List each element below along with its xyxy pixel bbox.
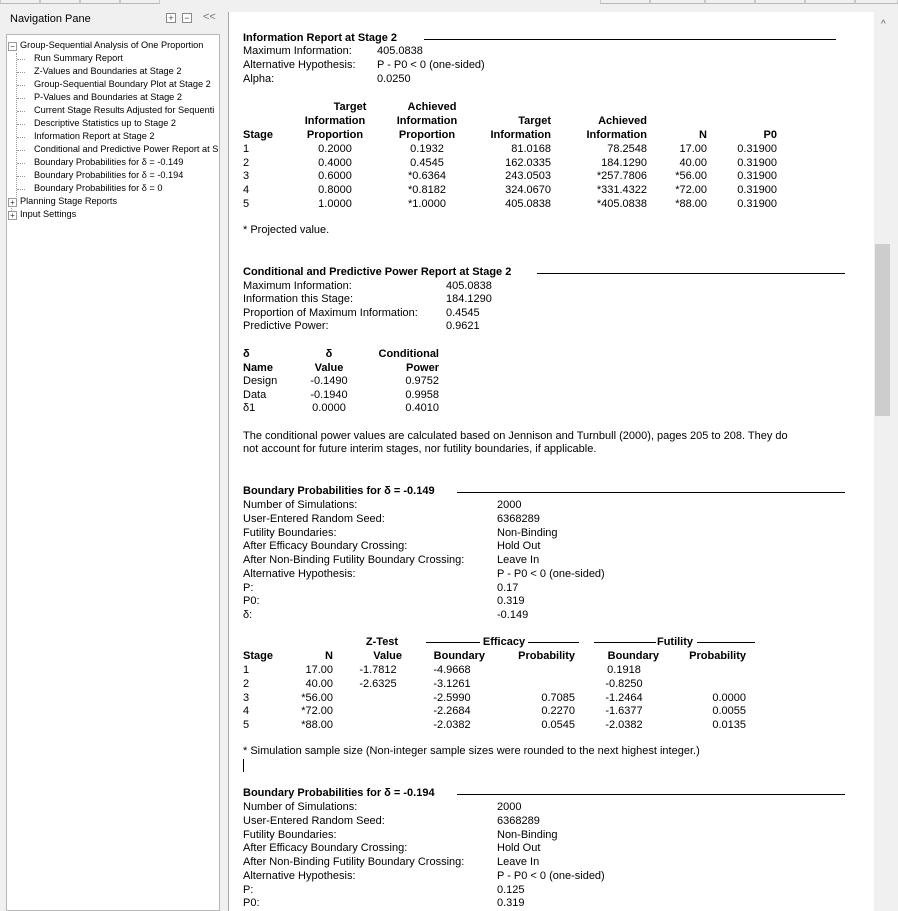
table-cell: 1 <box>243 664 250 676</box>
column-header: δ <box>325 348 333 360</box>
column-header: P0 <box>763 129 777 141</box>
table-cell: 0.0055 <box>712 705 746 718</box>
table-cell: 3 <box>243 170 250 183</box>
field-value: 0.319 <box>497 595 525 608</box>
table-cell: -2.2684 <box>433 705 471 718</box>
table-cell: -2.6325 <box>359 677 397 690</box>
table-cell: *1.0000 <box>408 197 446 210</box>
field-value: 405.0838 <box>446 280 492 292</box>
column-header: Value <box>314 362 344 374</box>
field-label: Number of Simulations: <box>243 801 358 813</box>
field-value: 0.17 <box>497 581 519 594</box>
table-cell: *331.4322 <box>596 184 647 197</box>
column-group-futility: Futility <box>656 636 694 648</box>
group-rule <box>528 642 579 643</box>
table-cell: 0.8000 <box>318 184 352 197</box>
field-value: P - P0 < 0 (one-sided) <box>497 567 605 580</box>
table-cell: 0.1932 <box>410 143 444 155</box>
tree-item-run-summary[interactable]: Run Summary Report <box>34 53 123 63</box>
column-header: Boundary <box>433 650 485 662</box>
column-header: δ <box>243 348 250 360</box>
field-value: P - P0 < 0 (one-sided) <box>377 59 485 71</box>
note-text: not account for future interim stages, nor futility boundaries, if applicable. <box>243 443 597 455</box>
tree-item-z-values[interactable]: Z-Values and Boundaries at Stage 2 <box>34 66 182 76</box>
field-label: Maximum Information: <box>243 280 352 292</box>
title-rule <box>457 794 845 795</box>
section-title: Boundary Probabilities for δ = -0.149 <box>243 485 435 497</box>
table-cell: 2 <box>243 156 250 169</box>
field-value: 184.1290 <box>446 293 492 305</box>
table-cell: 0.4000 <box>318 156 352 169</box>
section-title: Conditional and Predictive Power Report at Stage 2 <box>243 266 512 278</box>
field-value: Hold Out <box>497 540 541 553</box>
table-cell: *257.7806 <box>596 170 647 183</box>
column-header: Information <box>304 115 366 127</box>
table-cell: 40.00 <box>679 156 707 169</box>
tree-expand-icon[interactable]: + <box>8 198 17 207</box>
table-cell: 1 <box>243 143 250 155</box>
table-cell: *0.6364 <box>408 170 446 183</box>
expand-all-icon[interactable]: + <box>166 13 176 23</box>
column-header: Target <box>518 115 551 127</box>
column-header: Probability <box>518 650 575 662</box>
table-cell: 405.0838 <box>505 197 551 210</box>
note-text: The conditional power values are calculated based on Jennison and Turnbull (2000), pages 205 to 208. They do <box>243 430 788 442</box>
collapse-all-icon[interactable]: − <box>182 13 192 23</box>
table-cell: *72.00 <box>675 184 707 197</box>
table-cell: -0.1940 <box>310 388 348 401</box>
table-cell: 0.31900 <box>737 197 777 210</box>
table-cell: 5 <box>243 719 250 731</box>
field-value: 6368289 <box>497 814 540 827</box>
table-cell: 0.1918 <box>607 664 641 676</box>
table-cell: 81.0168 <box>511 143 551 155</box>
field-label: After Non-Binding Futility Boundary Crossing: <box>243 554 465 566</box>
tree-expand-icon[interactable]: + <box>8 211 17 220</box>
tree-item-input-settings[interactable]: Input Settings <box>20 209 77 219</box>
table-cell: 4 <box>243 184 250 197</box>
tree-item-boundary-plot[interactable]: Group-Sequential Boundary Plot at Stage 2 <box>34 79 211 89</box>
column-header: Value <box>373 650 402 662</box>
column-header: Stage <box>243 650 273 662</box>
field-label: Alternative Hypothesis: <box>243 567 356 580</box>
field-value: Leave In <box>497 554 540 566</box>
field-label: After Efficacy Boundary Crossing: <box>243 540 408 553</box>
table-cell: 40.00 <box>305 677 333 690</box>
field-label: P: <box>243 581 254 594</box>
navigation-pane-title: Navigation Pane <box>10 13 91 25</box>
tree-item-boundary-prob-1[interactable]: Boundary Probabilities for δ = -0.149 <box>34 157 184 167</box>
field-value: Leave In <box>497 856 540 868</box>
toolbar-tab[interactable] <box>705 0 755 4</box>
table-cell: 0.31900 <box>737 156 777 169</box>
toolbar-tab[interactable] <box>650 0 705 4</box>
tree-item-conditional-power[interactable]: Conditional and Predictive Power Report at S <box>34 144 219 154</box>
footnote: * Projected value. <box>243 224 330 236</box>
tree-item-p-values[interactable]: P-Values and Boundaries at Stage 2 <box>34 92 182 102</box>
tree-item-boundary-prob-3[interactable]: Boundary Probabilities for δ = 0 <box>34 183 163 193</box>
table-cell: -2.0382 <box>605 719 643 731</box>
title-rule <box>457 492 845 493</box>
table-cell: 184.1290 <box>601 156 647 169</box>
table-cell: *405.0838 <box>596 197 647 210</box>
table-cell: -0.1490 <box>310 375 348 387</box>
table-cell: 0.0000 <box>312 402 346 415</box>
table-cell: -1.2464 <box>605 691 643 704</box>
field-value: 0.9621 <box>446 320 480 332</box>
column-header: Proportion <box>398 129 456 141</box>
section-title: Boundary Probabilities for δ = -0.194 <box>243 787 435 799</box>
column-header: Boundary <box>607 650 659 662</box>
table-cell: 0.2270 <box>541 705 575 718</box>
scroll-up-icon[interactable]: ^ <box>881 19 886 30</box>
column-header: Conditional <box>378 348 439 360</box>
tree-item-current-stage-results[interactable]: Current Stage Results Adjusted for Sequenti <box>34 105 215 115</box>
tree-collapse-icon[interactable]: − <box>8 42 17 51</box>
table-cell: 5 <box>243 197 250 210</box>
table-cell: 17.00 <box>679 143 707 155</box>
table-cell: 3 <box>243 691 250 704</box>
tree-connector <box>17 85 25 86</box>
table-cell: -0.8250 <box>605 677 643 690</box>
field-value: Hold Out <box>497 842 541 855</box>
table-cell: *56.00 <box>301 691 333 704</box>
field-label: P0: <box>243 595 260 608</box>
field-value: 0.319 <box>497 897 525 910</box>
tree-item-descriptive-statistics[interactable]: Descriptive Statistics up to Stage 2 <box>34 118 176 128</box>
title-rule <box>537 273 845 274</box>
field-value: 405.0838 <box>377 45 423 57</box>
tree-connector <box>17 150 25 151</box>
field-label: After Efficacy Boundary Crossing: <box>243 842 408 855</box>
field-label: User-Entered Random Seed: <box>243 512 385 525</box>
field-label: User-Entered Random Seed: <box>243 814 385 827</box>
table-cell: 0.0135 <box>712 719 746 731</box>
table-cell: 243.0503 <box>505 170 551 183</box>
field-value: 2000 <box>497 499 522 511</box>
toolbar-tab[interactable] <box>855 0 898 4</box>
field-label: Alternative Hypothesis: <box>243 59 356 71</box>
scroll-thumb[interactable] <box>875 244 890 416</box>
field-label: δ: <box>243 609 253 621</box>
navigation-pane <box>0 4 222 911</box>
table-cell: *56.00 <box>675 170 707 183</box>
field-label: Futility Boundaries: <box>243 828 337 841</box>
table-cell: 17.00 <box>305 664 333 676</box>
table-cell: 0.0545 <box>541 719 575 731</box>
text-cursor <box>243 759 244 772</box>
table-cell: *88.00 <box>301 719 333 731</box>
navigation-tree <box>6 34 220 911</box>
column-header: Name <box>243 362 273 374</box>
vertical-scrollbar[interactable] <box>874 12 898 911</box>
table-cell: Data <box>243 388 267 401</box>
table-cell: 0.4545 <box>410 156 444 169</box>
table-cell: -1.7812 <box>359 664 397 676</box>
field-value: 6368289 <box>497 512 540 525</box>
column-header: Z-Test <box>365 636 399 648</box>
report-view[interactable] <box>228 12 874 911</box>
field-label: Information this Stage: <box>243 293 354 305</box>
table-cell: 0.31900 <box>737 184 777 197</box>
footnote: * Simulation sample size (Non-integer sample sizes were rounded to the next highest integer.) <box>243 745 700 757</box>
field-label: Predictive Power: <box>243 320 329 332</box>
table-cell: 0.6000 <box>318 170 352 183</box>
table-cell: *88.00 <box>675 197 707 210</box>
tree-connector <box>17 137 25 138</box>
table-cell: 4 <box>243 705 250 718</box>
group-rule <box>426 642 480 643</box>
tree-connector <box>17 72 25 73</box>
field-label: Alternative Hypothesis: <box>243 869 356 882</box>
field-label: Number of Simulations: <box>243 499 358 511</box>
section-title: Information Report at Stage 2 <box>243 32 398 44</box>
hide-pane-icon[interactable]: << <box>203 11 216 23</box>
table-cell: 78.2548 <box>607 143 647 155</box>
field-value: Non-Binding <box>497 526 558 539</box>
table-cell: 0.9958 <box>405 388 439 401</box>
column-header: Proportion <box>306 129 364 141</box>
table-cell: -1.6377 <box>605 705 643 718</box>
column-header: Information <box>586 129 647 141</box>
table-cell: -2.5990 <box>433 691 471 704</box>
field-label: After Non-Binding Futility Boundary Crossing: <box>243 856 465 868</box>
table-cell: 0.31900 <box>737 170 777 183</box>
table-cell: 0.4010 <box>405 402 439 415</box>
tree-connector <box>17 111 25 112</box>
tree-connector <box>17 189 25 190</box>
field-label: Alpha: <box>243 73 275 85</box>
group-rule <box>697 642 755 643</box>
field-value: P - P0 < 0 (one-sided) <box>497 869 605 882</box>
tree-connector <box>17 59 25 60</box>
table-cell: -2.0382 <box>433 719 471 731</box>
title-rule <box>424 39 836 40</box>
table-cell: 0.0000 <box>712 691 746 704</box>
table-cell: 162.0335 <box>505 156 551 169</box>
table-cell: -4.9668 <box>433 664 471 676</box>
column-header: Information <box>396 115 458 127</box>
field-value: 2000 <box>497 801 522 813</box>
table-cell: δ1 <box>243 402 256 415</box>
tree-item-planning-stage-reports[interactable]: Planning Stage Reports <box>20 196 118 206</box>
table-cell: 0.7085 <box>541 691 575 704</box>
column-header: Power <box>405 362 439 374</box>
table-cell: 324.0670 <box>505 184 551 197</box>
tree-connector <box>17 176 25 177</box>
column-header: Probability <box>689 650 746 662</box>
table-cell: -3.1261 <box>433 677 471 690</box>
column-header: N <box>699 129 707 141</box>
tree-item-group-sequential-analysis[interactable]: Group-Sequential Analysis of One Proportion <box>20 40 204 50</box>
table-cell: 0.9752 <box>405 375 439 387</box>
field-label: P: <box>243 883 254 896</box>
table-cell: 1.0000 <box>318 197 352 210</box>
table-cell: 2 <box>243 677 250 690</box>
field-label: P0: <box>243 897 260 910</box>
toolbar-tab[interactable] <box>755 0 805 4</box>
table-cell: *72.00 <box>301 705 333 718</box>
column-header: Target <box>333 101 367 113</box>
field-value: 0.0250 <box>377 73 411 85</box>
toolbar-tab[interactable] <box>600 0 650 4</box>
tree-item-information-report[interactable]: Information Report at Stage 2 <box>34 131 155 141</box>
tree-connector <box>17 124 25 125</box>
field-label: Futility Boundaries: <box>243 526 337 539</box>
tree-connector <box>17 98 25 99</box>
field-value: Non-Binding <box>497 828 558 841</box>
field-label: Proportion of Maximum Information: <box>243 307 418 319</box>
table-cell: 0.2000 <box>318 143 352 155</box>
field-value: 0.4545 <box>446 307 480 319</box>
tree-item-boundary-prob-2[interactable]: Boundary Probabilities for δ = -0.194 <box>34 170 184 180</box>
field-value: -0.149 <box>497 609 529 621</box>
navigation-pane-header <box>0 4 222 32</box>
column-header: N <box>325 650 333 662</box>
table-cell: 0.31900 <box>737 143 777 155</box>
table-cell: *0.8182 <box>408 184 446 197</box>
table-cell: Design <box>243 375 278 387</box>
group-rule <box>594 642 656 643</box>
column-group-efficacy: Efficacy <box>482 636 526 648</box>
column-header: Achieved <box>407 101 457 113</box>
toolbar-tab[interactable] <box>805 0 855 4</box>
column-header: Achieved <box>598 115 647 127</box>
column-header: Information <box>490 129 551 141</box>
tree-connector <box>17 163 25 164</box>
column-header: Stage <box>243 129 273 141</box>
field-value: 0.125 <box>497 883 525 896</box>
field-label: Maximum Information: <box>243 45 352 57</box>
